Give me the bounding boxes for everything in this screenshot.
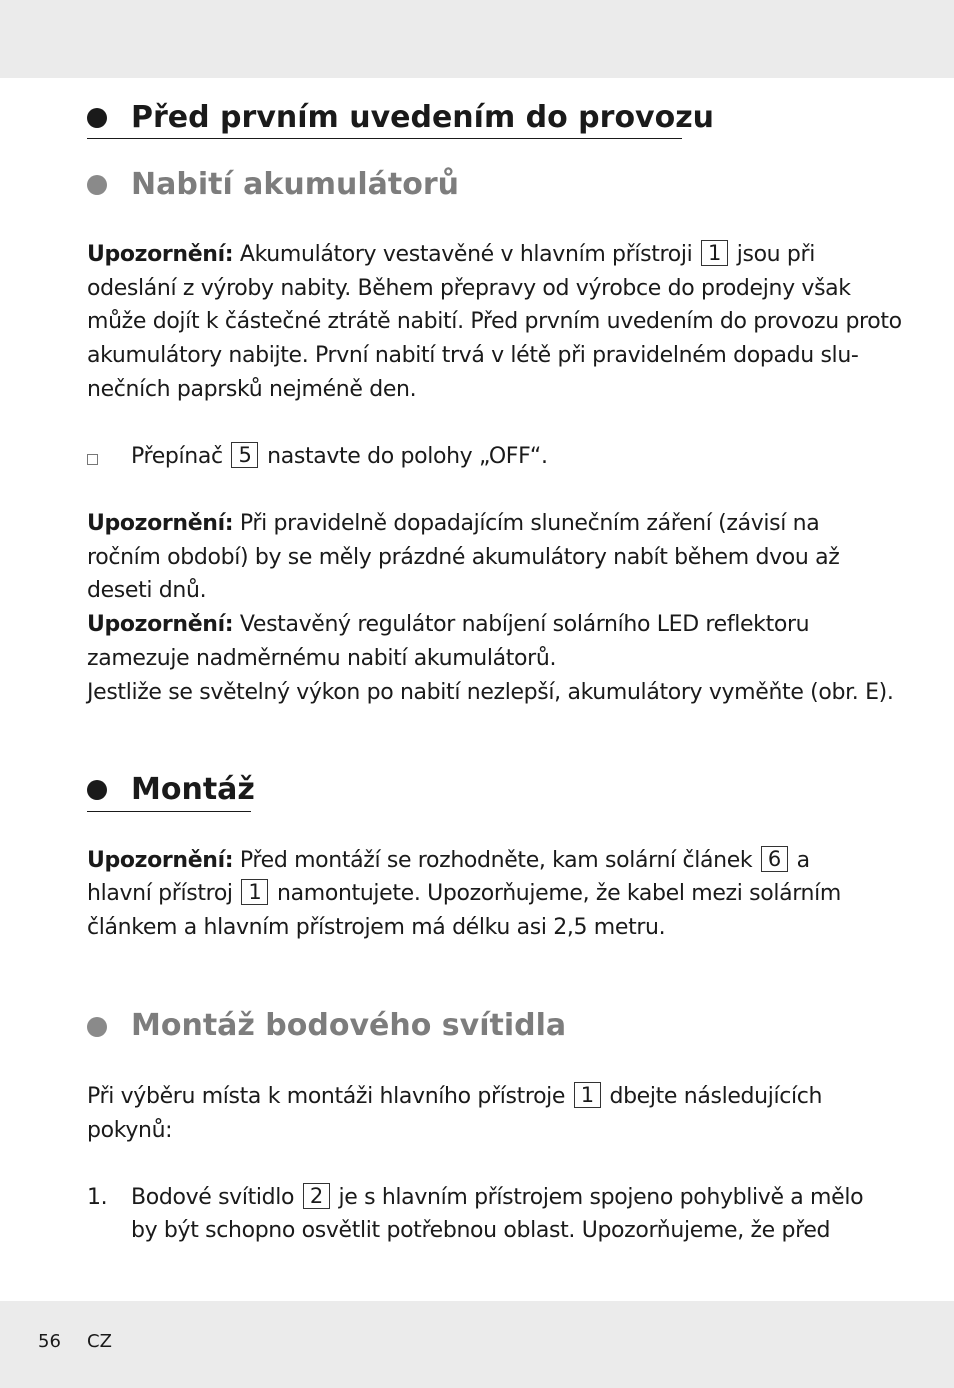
text: Bodové svítidlo (131, 1185, 295, 1210)
text: hlavní přístroj (87, 881, 233, 906)
checkbox-icon (87, 454, 98, 465)
paragraph-line: nečních paprsků nejméně den. (87, 377, 417, 402)
reference-number: 2 (303, 1183, 330, 1209)
text: Akumulátory vestavěné v hlavním přístroji (239, 242, 693, 267)
step-line (131, 440, 548, 474)
header-band (0, 0, 954, 78)
paragraph-line: odeslání z výroby nabity. Během přepravy od výrobce do prodejny však (87, 276, 851, 301)
bullet-icon (87, 780, 107, 800)
text: a (796, 848, 810, 873)
text: Přepínač (131, 444, 223, 469)
paragraph-line (87, 238, 815, 272)
paragraph-line (87, 507, 819, 541)
note-label: Upozornění: (87, 242, 234, 267)
reference-number: 1 (241, 879, 268, 905)
paragraph-line (87, 1080, 822, 1114)
paragraph-line: pokynů: (87, 1118, 173, 1143)
title-underline (87, 138, 682, 139)
paragraph-line: akumulátory nabijte. První nabití trvá v létě při pravidelném dopadu slu- (87, 343, 859, 368)
text: Před montáží se rozhodněte, kam solární článek (239, 848, 753, 873)
paragraph-line: může dojít k částečné ztrátě nabití. Před prvním uvedením do provozu proto (87, 309, 902, 334)
bullet-icon (87, 108, 107, 128)
text: dbejte následujících (609, 1084, 823, 1109)
paragraph-line: deseti dnů. (87, 578, 207, 603)
text: Vestavěný regulátor nabíjení solárního LED reflektoru (239, 612, 810, 637)
list-item-line (131, 1181, 863, 1215)
subsection-title: Montáž bodového svítidla (131, 1008, 567, 1043)
title-underline (87, 811, 251, 812)
paragraph-line (87, 844, 810, 878)
paragraph-line (87, 877, 841, 911)
text: nastavte do polohy „OFF“. (267, 444, 548, 469)
text: je s hlavním přístrojem spojeno pohyblivě a mělo (338, 1185, 864, 1210)
paragraph-line: ročním období) by se měly prázdné akumulátory nabít během dvou až (87, 545, 840, 570)
reference-number: 5 (231, 442, 258, 468)
subsection-title: Nabití akumulátorů (131, 167, 459, 202)
text: jsou při (736, 242, 815, 267)
paragraph-line: Jestliže se světelný výkon po nabití nezlepší, akumulátory vyměňte (obr. E). (87, 680, 894, 705)
list-number: 1. (87, 1185, 108, 1210)
text: Při výběru místa k montáži hlavního přístroje (87, 1084, 566, 1109)
reference-number: 1 (701, 240, 728, 266)
reference-number: 6 (761, 846, 788, 872)
paragraph-line: zamezuje nadměrnému nabití akumulátorů. (87, 646, 557, 671)
bullet-icon (87, 1017, 107, 1037)
list-item-line: by být schopno osvětlit potřebnou oblast. Upozorňujeme, že před (131, 1218, 831, 1243)
page-number: 56 (38, 1331, 61, 1352)
language-code: CZ (87, 1331, 112, 1352)
reference-number: 1 (574, 1082, 601, 1108)
section-title: Před prvním uvedením do provozu (131, 100, 715, 135)
text: namontujete. Upozorňujeme, že kabel mezi solárním (277, 881, 841, 906)
paragraph-line (87, 608, 809, 642)
text: Při pravidelně dopadajícím slunečním záření (závisí na (239, 511, 820, 536)
note-label: Upozornění: (87, 511, 234, 536)
paragraph-line: článkem a hlavním přístrojem má délku asi 2,5 metru. (87, 915, 666, 940)
footer-band (0, 1301, 954, 1388)
section-title: Montáž (131, 772, 255, 807)
note-label: Upozornění: (87, 612, 234, 637)
bullet-icon (87, 175, 107, 195)
note-label: Upozornění: (87, 848, 234, 873)
